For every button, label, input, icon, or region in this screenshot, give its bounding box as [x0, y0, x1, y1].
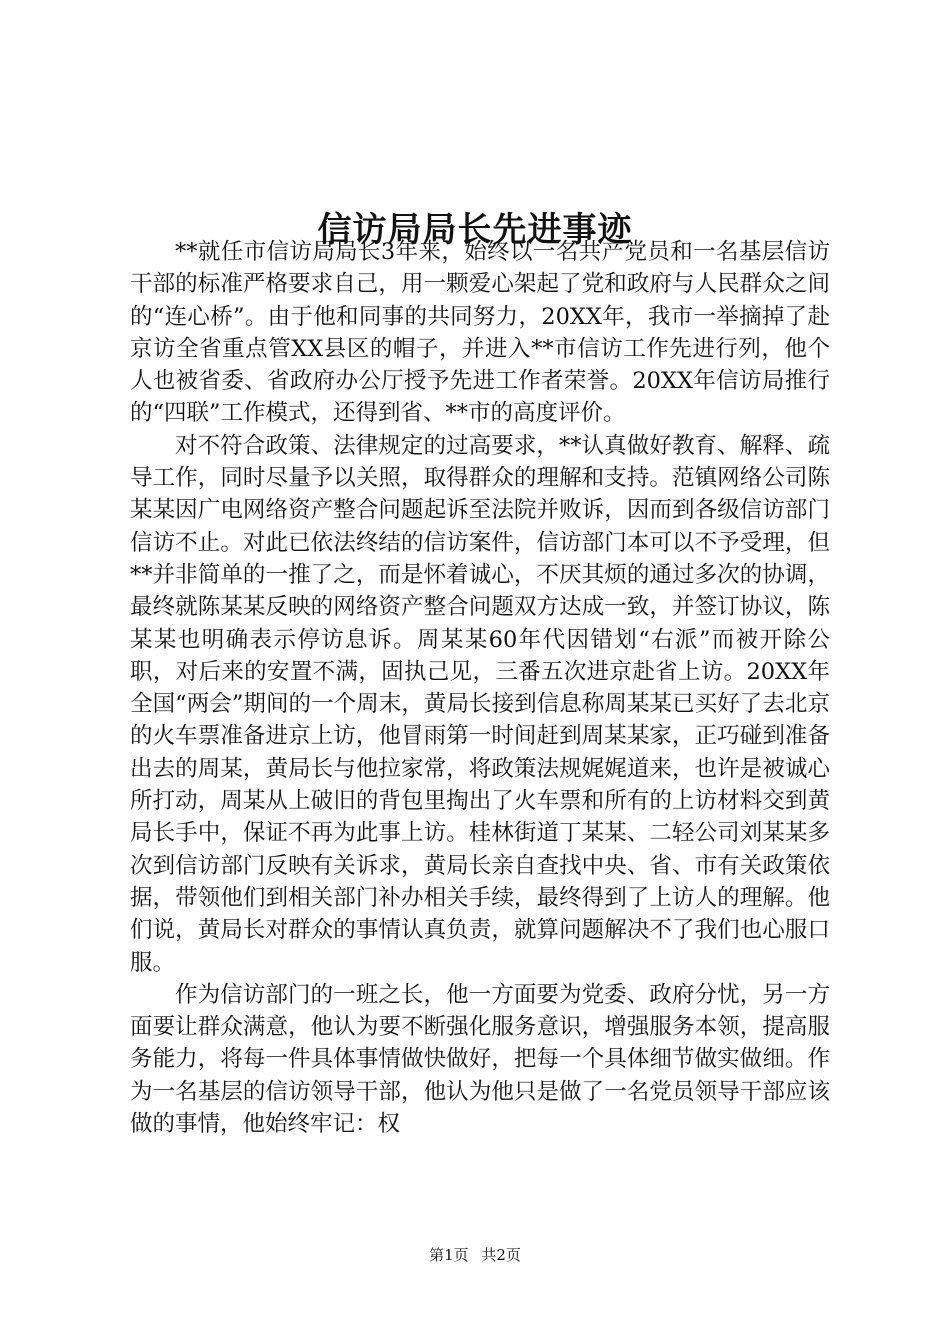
- paragraph-2: 对不符合政策、法律规定的过高要求，**认真做好教育、解释、疏导工作，同时尽量予以关照，取得群众的理解和支持。范镇网络公司陈某某因广电网络资产整合问题起诉至法院并败诉，因而到各级信访部门信访不止。对此已依法终结的信访案件，信访部门本可以不予受理，但**并非简单的一推了之，而是怀着诚心，不厌其烦的通过多次的协调，最终就陈某某反映的网络资产整合问题双方达成一致，并签订协议，陈某某也明确表示停访息诉。周某某60年代因错划“右派”而被开除公职，对后来的安置不满，固执己见，三番五次进京赴省上访。20XX年全国“两会”期间的一个周末，黄局长接到信息称周某某已买好了去北京的火车票准备进京上访，他冒雨第一时间赶到周某某家，正巧碰到准备出去的周某，黄局长与他拉家常，将政策法规娓娓道来，也许是被诚心所打动，周某从上破旧的背包里掏出了火车票和所有的上访材料交到黄局长手中，保证不再为此事上访。桂林街道丁某某、二轻公司刘某某多次到信访部门反映有关诉求，黄局长亲自查找中央、省、市有关政策依据，带领他们到相关部门补办相关手续，最终得到了上访人的理解。他们说，黄局长对群众的事情认真负责，就算问题解决不了我们也心服口服。: [130, 432, 830, 976]
- page-footer: [0, 1245, 950, 1265]
- document-title: 信访局局长先进事迹: [317, 209, 633, 250]
- paragraph-1: **就任市信访局局长3年来，始终以一名共产党员和一名基层信访干部的标准严格要求自己，用一颗爱心架起了党和政府与人民群众之间的“连心桥”。由于他和同事的共同努力，20XX年，我市一举摘掉了赴京访全省重点管XX县区的帽子，并进入**市信访工作先进行列，他个人也被省委、省政府办公厅授予先进工作者荣誉。20XX年信访局推行的“四联”工作模式，还得到省、**市的高度评价。: [130, 239, 830, 427]
- page-total: 共2页: [481, 1246, 521, 1264]
- page-number: 第1页: [429, 1246, 469, 1264]
- paragraph-3: 作为信访部门的一班之长，他一方面要为党委、政府分忧，另一方面要让群众满意，他认为要不断强化服务意识，增强服务本领，提高服务能力，将每一件具体事情做快做好，把每一个具体细节做实做细。作为一名基层的信访领导干部，他认为他只是做了一名党员领导干部应该做的事情，他始终牢记：权: [130, 981, 830, 1138]
- document-body: [130, 236, 830, 1140]
